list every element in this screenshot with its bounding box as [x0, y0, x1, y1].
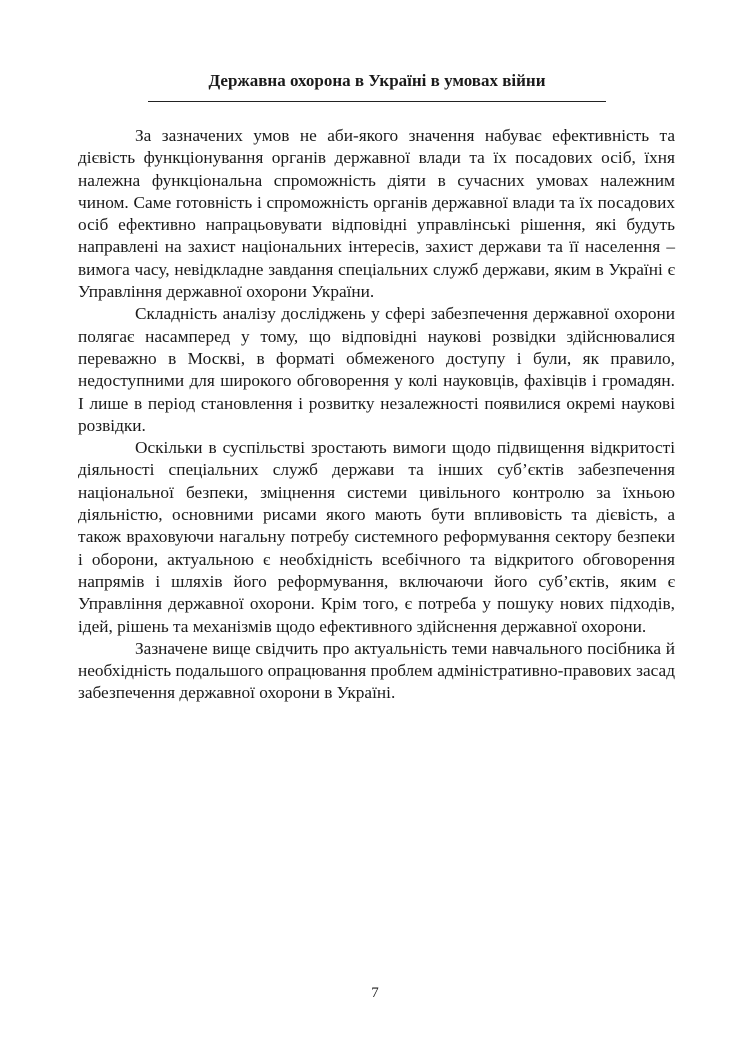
- running-header-title: Державна охорона в Україні в умовах війни: [208, 71, 546, 90]
- header-rule: [148, 101, 606, 102]
- paragraph-3: Оскільки в суспільстві зростають вимоги щодо підвищення відкритості діяльності спеціальних служб держави та інших суб’єктів забезпечення національної безпеки, зміцнення системи цивільного контролю за їхньою діяльністю, основними рисами якого мають бути впливовість та дієвість, а також враховуючи нагальну потребу системного реформування сектору безпеки і оборони, актуальною є необхідність всебічного та відкритого обговорення напрямів і шляхів його реформування, включаючи його суб’єктів, яким є Управління державної охорони. Крім того, є потреба у пошуку нових підходів, ідей, рішень та механізмів щодо ефективного здійснення державної охорони.: [78, 438, 675, 636]
- paragraph-2: Складність аналізу досліджень у сфері забезпечення державної охорони полягає насамперед у тому, що відповідні наукові розвідки здійснювалися переважно в Москві, в форматі обмеженого доступу і були, як правило, недоступними для широкого обговорення у колі науковців, фахівців і громадян. І лише в період становлення і розвитку незалежності появилися окремі наукові розвідки.: [78, 304, 675, 435]
- paragraph-1: За зазначених умов не аби-якого значення набуває ефективність та дієвість функціонування органів державної влади та їх посадових осіб, їхня належна функціональна спроможність діяти в сучасних умовах належним чином. Саме готовність і спроможність органів державної влади та їх посадових осіб ефективно напрацьовувати відповідні управлінські рішення, які будуть направлені на захист національних інтересів, захист держави та її населення – вимога часу, невідкладне завдання спеціальних служб держави, яким в Україні є Управління державної охорони України.: [78, 126, 675, 302]
- body-text: [78, 125, 675, 705]
- page-number: 7: [371, 985, 379, 1001]
- paragraph-4: Зазначене вище свідчить про актуальність теми навчального посібника й необхідність подальшого опрацювання проблем адміністративно-правових засад забезпечення державної охорони в Україні.: [78, 638, 675, 703]
